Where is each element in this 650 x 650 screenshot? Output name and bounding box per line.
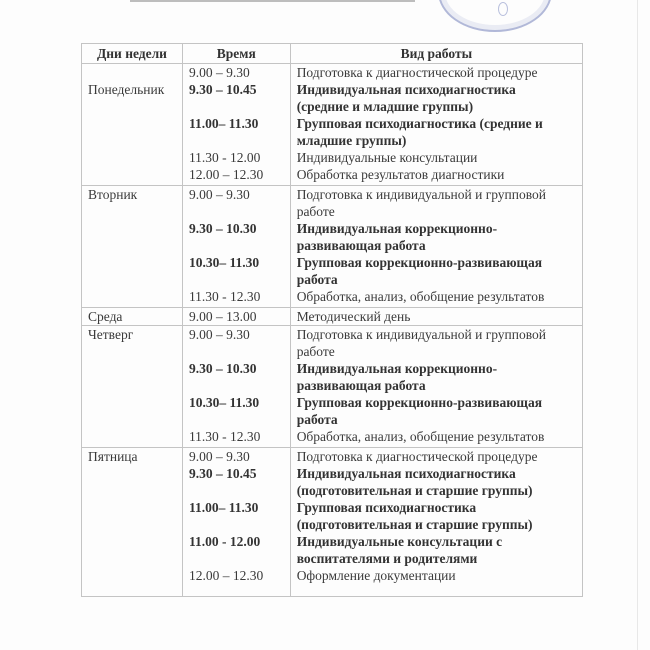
time-slot: 12.00 – 12.30	[188, 167, 264, 182]
time-cell	[182, 186, 290, 308]
work-item: Подготовка к диагностической процедуре	[296, 65, 538, 80]
work-item: Методический день	[296, 309, 411, 324]
table-row-tuesday	[82, 186, 583, 308]
table-row-monday	[82, 64, 583, 186]
work-item: развивающая работа	[296, 378, 426, 393]
schedule-table	[81, 43, 583, 597]
work-item: Подготовка к индивидуальной и групповой	[296, 187, 547, 202]
work-item: (подготовительная и старшие группы)	[296, 483, 533, 498]
work-item: Индивидуальная психодиагностика	[296, 466, 516, 481]
time-slot: 9.00 – 9.30	[188, 449, 250, 464]
day-cell	[82, 448, 183, 597]
work-item: Обработка, анализ, обобщение результатов	[296, 429, 545, 444]
time-slot: 12.00 – 12.30	[188, 568, 264, 583]
time-slot: 9.00 – 9.30	[188, 187, 250, 202]
work-item: Групповая коррекционно-развивающая	[296, 255, 543, 270]
work-item: (средние и младшие группы)	[296, 99, 474, 114]
table-row-wednesday	[82, 308, 583, 326]
time-slot: 9.30 – 10.45	[188, 82, 257, 97]
work-item: младшие группы)	[296, 133, 407, 148]
day-label: Среда	[88, 309, 123, 324]
work-item: Индивидуальные консультации с	[296, 534, 503, 549]
time-slot: 11.30 - 12.30	[188, 429, 261, 444]
time-slot: 9.30 – 10.30	[188, 221, 257, 236]
work-item: Групповая психодиагностика	[296, 500, 477, 515]
work-cell	[290, 308, 582, 326]
page-edge	[637, 0, 638, 650]
work-cell	[290, 64, 582, 186]
day-cell	[82, 64, 183, 186]
time-cell	[182, 308, 290, 326]
work-item: Групповая психодиагностика (средние и	[296, 116, 543, 131]
seal-stamp-icon	[438, 0, 552, 32]
day-cell	[82, 308, 183, 326]
day-cell	[82, 326, 183, 448]
work-item: (подготовительная и старшие группы)	[296, 517, 533, 532]
day-cell	[82, 186, 183, 308]
work-item: работе	[296, 204, 335, 219]
work-item: развивающая работа	[296, 238, 426, 253]
time-slot: 11.00 - 12.00	[188, 534, 261, 549]
header-days: Дни недели	[82, 44, 183, 64]
table-header-row	[82, 44, 583, 64]
work-item: Индивидуальная коррекционно-	[296, 221, 498, 236]
time-slot: 9.00 – 9.30	[188, 65, 250, 80]
time-slot: 10.30– 11.30	[188, 255, 260, 270]
header-work: Вид работы	[290, 44, 582, 64]
time-slot: 10.30– 11.30	[188, 395, 260, 410]
time-slot: 9.30 – 10.30	[188, 361, 257, 376]
time-slot: 11.00– 11.30	[188, 116, 259, 131]
work-cell	[290, 448, 582, 597]
work-item: работа	[296, 412, 338, 427]
day-label: Вторник	[88, 187, 138, 202]
top-rule-line	[130, 0, 415, 2]
time-slot: 9.30 – 10.45	[188, 466, 257, 481]
work-item: Индивидуальная коррекционно-	[296, 361, 498, 376]
time-cell	[182, 64, 290, 186]
time-cell	[182, 448, 290, 597]
time-slot: 11.30 - 12.00	[188, 150, 261, 165]
work-item: Подготовка к диагностической процедуре	[296, 449, 538, 464]
work-item: работа	[296, 272, 338, 287]
header-time: Время	[182, 44, 290, 64]
day-label: Пятница	[88, 449, 138, 464]
work-item: Групповая коррекционно-развивающая	[296, 395, 543, 410]
work-cell	[290, 186, 582, 308]
table-row-thursday	[82, 326, 583, 448]
work-item: работе	[296, 344, 335, 359]
day-label: Четверг	[88, 327, 134, 342]
schedule-body	[82, 64, 583, 597]
work-cell	[290, 326, 582, 448]
work-item: Индивидуальная психодиагностика	[296, 82, 516, 97]
day-label: Понедельник	[88, 82, 165, 97]
work-item: Подготовка к индивидуальной и групповой	[296, 327, 547, 342]
time-cell	[182, 326, 290, 448]
work-item: Обработка результатов диагностики	[296, 167, 505, 182]
time-slot: 9.00 – 9.30	[188, 327, 250, 342]
table-row-friday	[82, 448, 583, 597]
work-item: Индивидуальные консультации	[296, 150, 478, 165]
time-slot: 9.00 – 13.00	[188, 309, 257, 324]
time-slot: 11.00– 11.30	[188, 500, 259, 515]
work-item: Обработка, анализ, обобщение результатов	[296, 289, 545, 304]
work-item: Оформление документации	[296, 568, 456, 583]
work-item: воспитателями и родителями	[296, 551, 478, 566]
time-slot: 11.30 - 12.30	[188, 289, 261, 304]
